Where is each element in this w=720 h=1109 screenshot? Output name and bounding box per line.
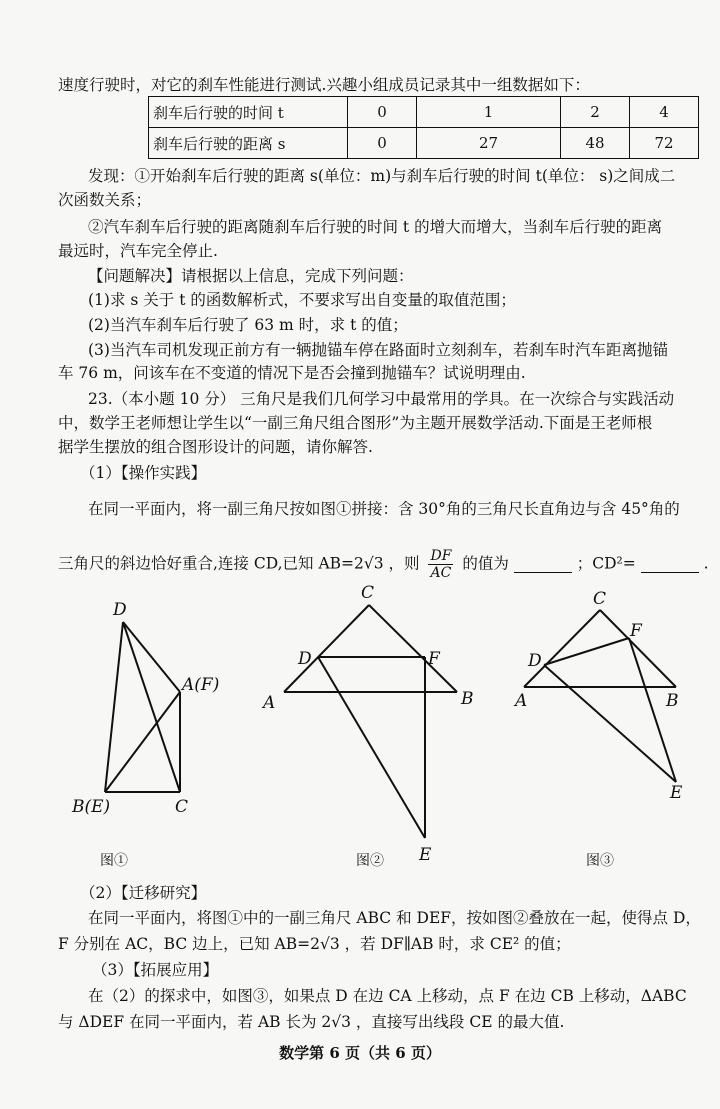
part-1-text-value: 的值为 [462, 554, 509, 573]
table-cell: 4 [630, 97, 699, 128]
fig2-label-c: C [361, 583, 375, 603]
fig1-caption: 图① [100, 853, 128, 869]
fig2-caption: 图② [356, 853, 384, 869]
fig1-label-af: A(F) [182, 675, 220, 695]
part-2-line-1: 在同一平面内，将图①中的一副三角尺 ABC 和 DEF，按如图②叠放在一起，使得点 D， [88, 909, 701, 927]
part-1-text-cd: ；CD²= [576, 554, 636, 573]
fig3-label-c: C [593, 589, 607, 609]
table-cell: 27 [417, 128, 561, 159]
part-2-line-2: F 分别在 AC，BC 边上，已知 AB=2√3 ，若 DF∥AB 时，求 CE² 的值； [58, 935, 571, 953]
finding-1-line-1: 发现：①开始刹车后行驶的距离 s(单位：m)与刹车后行驶的时间 t(单位： s)之间成二 [88, 167, 676, 185]
part-1-line-1: 在同一平面内，将一副三角尺按如图①拼接：含 30°角的三角尺长直角边与含 45°角的 [88, 500, 680, 518]
figure-2 [284, 605, 457, 838]
table-cell: 0 [348, 97, 417, 128]
table-cell: 48 [561, 128, 630, 159]
fig1-label-d: D [113, 600, 127, 620]
fig3-caption: 图③ [586, 853, 614, 869]
question-3-line-2: 车 76 m，问该车在不变道的情况下是否会撞到抛锚车？试说明理由. [58, 364, 526, 382]
figure-1 [105, 622, 180, 792]
fig2-label-d: D [298, 649, 312, 669]
fig1-label-c: C [175, 797, 189, 817]
fraction-denominator: AC [430, 565, 452, 581]
part-1-end: . [703, 554, 709, 573]
fig3-label-f: F [630, 621, 642, 641]
table-header-cell: 刹车后行驶的时间 t [149, 97, 348, 128]
part-2-heading: （2）【迁移研究】 [80, 884, 207, 902]
part-1-text-before-fraction: 三角尺的斜边恰好重合,连接 CD,已知 AB=2√3 ，则 [58, 554, 420, 573]
problem-23-line-1: 23.（本小题 10 分） 三角尺是我们几何学习中最常用的学具。在一次综合与实践活动 [88, 390, 675, 408]
fig3-label-a: A [515, 691, 528, 711]
figure-3 [524, 610, 676, 782]
part-3-line-1: 在（2）的探求中，如图③，如果点 D 在边 CA 上移动，点 F 在边 CB 上移动，ΔABC [88, 987, 687, 1005]
problem-23-line-3: 据学生摆放的组合图形设计的问题，请你解答. [58, 438, 373, 456]
table-header-cell: 刹车后行驶的距离 s [149, 128, 348, 159]
problem-23-line-2: 中，数学王老师想让学生以“一副三角尺组合图形”为主题开展数学活动.下面是王老师根 [58, 414, 653, 432]
finding-2-line-2: 最远时，汽车完全停止. [58, 242, 218, 260]
part-3-heading: （3）【拓展应用】 [92, 961, 219, 979]
part-1-heading: （1）【操作实践】 [80, 464, 207, 482]
fig2-label-e: E [419, 845, 432, 865]
intro-text: 速度行驶时，对它的刹车性能进行测试.兴趣小组成员记录其中一组数据如下： [58, 76, 590, 94]
fraction-numerator: DF [430, 548, 452, 564]
fig2-label-a: A [263, 693, 276, 713]
table-cell: 72 [630, 128, 699, 159]
fig3-label-e: E [670, 783, 683, 803]
question-2: (2)当汽车刹车后行驶了 63 m 时，求 t 的值； [88, 316, 408, 334]
fig2-label-b: B [461, 689, 474, 709]
table-cell: 2 [561, 97, 630, 128]
part-3-line-2: 与 ΔDEF 在同一平面内，若 AB 长为 2√3 ，直接写出线段 CE 的最大值. [58, 1013, 565, 1031]
finding-2-line-1: ②汽车刹车后行驶的距离随刹车后行驶的时间 t 的增大而增大，当刹车后行驶的距离 [88, 218, 663, 236]
question-1: (1)求 s 关于 t 的函数解析式，不要求写出自变量的取值范围； [88, 291, 516, 309]
fig2-label-f: F [428, 649, 440, 669]
problem-solving-heading: 【问题解决】请根据以上信息，完成下列问题： [88, 267, 414, 285]
finding-1-line-2: 次函数关系； [58, 191, 152, 209]
table-cell: 1 [417, 97, 561, 128]
fig1-label-be: B(E) [72, 797, 111, 817]
table-cell: 0 [348, 128, 417, 159]
question-3-line-1: (3)当汽车司机发现正前方有一辆抛锚车停在路面时立刻刹车，若刹车时汽车距离抛锚 [88, 341, 668, 359]
fig3-label-d: D [528, 651, 542, 671]
fig3-label-b: B [666, 691, 679, 711]
page-footer: 数学第 6 页（共 6 页） [279, 1044, 441, 1062]
